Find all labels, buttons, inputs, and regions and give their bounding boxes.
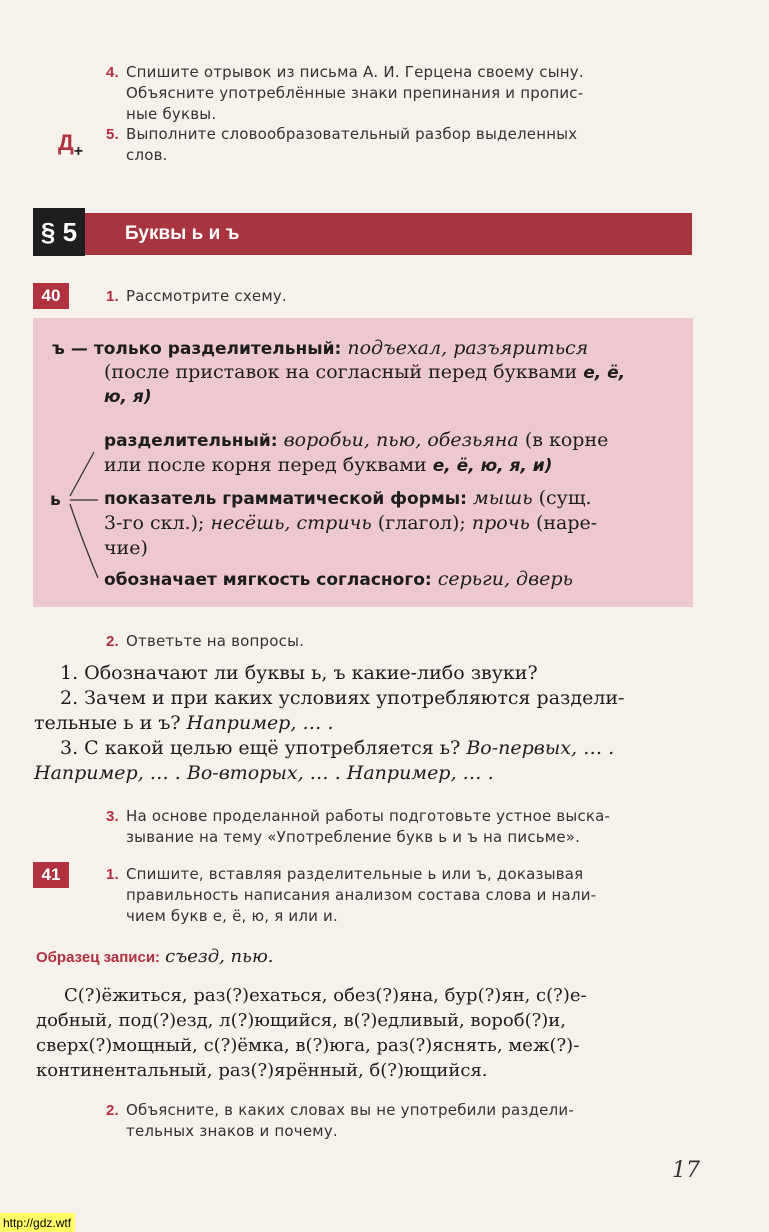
note: (наре- <box>535 512 598 534</box>
task-line: чием букв е, ё, ю, я или и. <box>126 907 338 925</box>
note: (в корне <box>524 429 609 451</box>
examples: воробьи, пью, обезьяна <box>283 429 519 451</box>
task-number: 2. <box>106 1102 119 1119</box>
branch-1-line-1 <box>104 428 694 453</box>
soft-sign: ь <box>50 490 61 510</box>
task-line: ные буквы. <box>126 105 217 123</box>
question-text: тельные ь и ъ? <box>34 712 181 734</box>
rule-softness: обозначает мягкость согласного: <box>104 570 432 590</box>
note: 3-го скл.); <box>104 512 205 534</box>
task-number: 1. <box>106 288 119 305</box>
rule-grammatical: показатель грамматической формы: <box>104 489 467 509</box>
sample-label: Образец записи: <box>36 949 161 966</box>
hard-sign: ъ <box>52 339 65 359</box>
branch-2-line-2 <box>104 511 694 535</box>
note: (глагол); <box>377 512 466 534</box>
hard-sign-line-3 <box>104 384 694 409</box>
ex40-task-3 <box>106 806 706 848</box>
note: (сущ. <box>538 487 592 509</box>
examples: прочь <box>471 512 530 534</box>
task-line: Спишите отрывок из письма А. И. Герцена своему сыну. <box>126 63 584 81</box>
task-line: Объясните употреблённые знаки препинания и пропис- <box>126 84 584 102</box>
branch-2-line-1 <box>104 486 694 511</box>
exercise-line-4: континентальный, раз(?)ярённый, б(?)ющийся. <box>36 1060 488 1081</box>
note: или после корня перед буквами <box>104 454 427 476</box>
task-line: зывание на тему «Употребление букв ь и ъ на письме». <box>126 828 581 846</box>
examples: мышь <box>473 487 533 509</box>
question-1: 1. Обозначают ли буквы ь, ъ какие-либо звуки? <box>60 662 538 684</box>
letters: е, ё, ю, я, и) <box>432 456 553 476</box>
task-number: 3. <box>106 808 119 825</box>
question-hint: Во-первых, … . <box>466 737 615 759</box>
exercise-number-40: 40 <box>33 283 69 309</box>
task-line: Объясните, в каких словах вы не употребили раздели- <box>126 1101 574 1119</box>
ex41-task-1 <box>106 864 706 927</box>
ex40-task-1 <box>106 286 666 307</box>
watermark-link[interactable]: http://gdz.wtf <box>0 1213 75 1232</box>
section-title: Буквы ь и ъ <box>85 213 692 255</box>
task-number: 5. <box>106 126 119 143</box>
dash: — <box>70 339 88 359</box>
task-line: слов. <box>126 146 168 164</box>
task-number: 4. <box>106 64 119 81</box>
sample-text: съезд, пью. <box>165 946 274 967</box>
task-4 <box>106 62 706 125</box>
letters: ю, я) <box>104 387 152 407</box>
sample-line <box>36 944 686 969</box>
d-plus-icon: $Д_+$ <box>58 130 84 160</box>
exercise-line-1: С(?)ёжиться, раз(?)ехаться, обез(?)яна, бур(?)ян, с(?)е- <box>64 985 587 1006</box>
question-hint: Например, … . <box>186 712 334 734</box>
branch-3-line-1 <box>104 567 694 592</box>
hard-sign-note: (после приставок на согласный перед буквами <box>104 361 578 383</box>
ex41-task-2 <box>106 1100 706 1142</box>
examples: серьги, дверь <box>437 568 573 590</box>
task-number: 1. <box>106 866 119 883</box>
rule-separating: разделительный: <box>104 431 278 451</box>
branch-1-line-2 <box>104 453 694 478</box>
exercise-line-2: добный, под(?)езд, л(?)ющийся, в(?)едливый, вороб(?)и, <box>36 1010 567 1031</box>
branch-2-line-3 <box>104 536 694 560</box>
section-number: § 5 <box>33 208 85 256</box>
examples: несёшь, стричь <box>210 512 372 534</box>
question-3-line-1 <box>60 736 700 761</box>
task-line: На основе проделанной работы подготовьте устное выска- <box>126 807 611 825</box>
question-text: 3. С какой целью ещё употребляется ь? <box>60 737 461 759</box>
task-line: Спишите, вставляя разделительные ь или ъ, доказывая <box>126 865 584 883</box>
hard-sign-rule: только разделительный: <box>93 339 342 359</box>
page-number: 17 <box>672 1158 700 1183</box>
question-3-line-2 <box>34 761 694 786</box>
branch-lines <box>60 430 110 590</box>
task-line: правильность написания анализом состава слова и нали- <box>126 886 597 904</box>
task-line: Выполните словообразовательный разбор выделенных <box>126 125 578 143</box>
hard-sign-line-1 <box>52 336 692 361</box>
question-2-line-1: 2. Зачем и при каких условиях употребляются раздели- <box>60 687 625 709</box>
hard-sign-examples: подъехал, разъяриться <box>347 337 589 359</box>
exercise-number-41: 41 <box>33 862 69 888</box>
task-number: 2. <box>106 633 119 650</box>
letters: е, ё, <box>583 363 626 383</box>
exercise-line-3: сверх(?)мощный, с(?)ёмка, в(?)юга, раз(?)яснять, меж(?)- <box>36 1035 580 1056</box>
task-line: тельных знаков и почему. <box>126 1122 338 1140</box>
question-hint: Например, … . Во-вторых, … . Например, … . <box>34 762 494 784</box>
task-line: Ответьте на вопросы. <box>126 632 305 650</box>
task-5 <box>106 124 706 166</box>
task-line: Рассмотрите схему. <box>126 287 287 305</box>
note: чие) <box>104 537 148 559</box>
hard-sign-line-2 <box>104 360 694 385</box>
question-2-line-2 <box>34 711 694 736</box>
ex40-task-2 <box>106 631 666 652</box>
